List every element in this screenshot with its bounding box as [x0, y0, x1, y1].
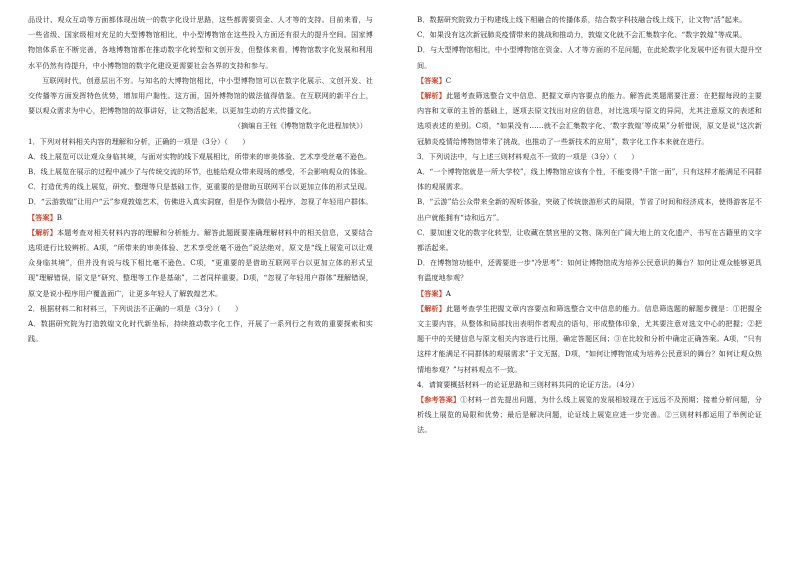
question-3-option-d: D．在博物馆功能中，还需要进一步“冷思考”：如何让博物馆成为培养公民意识的舞台？如何让观众能够更具有温度地参观？ [417, 258, 762, 283]
question-3-answer [417, 286, 762, 301]
question-3-option-b: B．“云游”给公众带来全新的视听体验，突破了传统旅游形式的局限，节省了时间和经济成本，使得游客足不出户就能拥有“诗和远方”。 [417, 197, 762, 222]
answer-tag: 【答案】 [417, 288, 446, 298]
answer-value: C [445, 75, 452, 85]
question-2-option-a: A．数据研究院为打造敦煌文化时代新坐标，持续推动数字化工作，开展了一系列行之有效的重要探索和实践。 [28, 319, 373, 344]
question-1-option-d: D．“云游敦煌”让用户“云”参观敦煌艺术，仿佛进入真实洞窟，但是作为微信小程序，忽视了年轻用户群体。 [28, 197, 373, 207]
question-1-stem: 1．下列对材料相关内容的理解和分析，正确的一项是（3分）（ ） [28, 136, 250, 146]
question-2-option-b: B．数据研究院致力于构建线上线下相融合的传播体系，结合数字科技融合线上线下，让文物“活”起来。 [417, 15, 747, 24]
question-1-option-b: B．线上展览在展示的过程中减少了与传统交流的环节，也能给观众带来现场的感受，不会影响观众的体验。 [28, 167, 372, 177]
answer-tag: 【答案】 [417, 75, 446, 85]
question-1-option-c: C．打造优秀的线上展览，研究、整理等只是基础工作，更重要的是借助互联网平台以更加立体的形式呈现。 [28, 182, 372, 192]
question-2-option-d: D．与大型博物馆相比，中小型博物馆在资金、人才等方面的不足问题，在此轮数字化发展中还有很大提升空间。 [417, 45, 762, 70]
left-column [28, 12, 373, 346]
question-1-option-a: A．线上展览可以让观众身临其境，与面对实物的线下观展相比，所带来的审美体验、艺术享受丝毫不逊色。 [28, 151, 372, 161]
analysis-tag: 【解析】 [28, 227, 57, 237]
reference-answer-text: ①材料一首先提出问题，为什么线上展览的发展相较现在于远远不及预期；接着分析问题，分析线上展览的局限和优势；最后是解决问题，论证线上展览应进一步完善。②三则材料都运用了举例论证法。 [417, 395, 762, 435]
question-2-answer [417, 73, 762, 88]
question-2-analysis [417, 88, 762, 149]
reference-answer-tag: 【参考答案】 [417, 395, 461, 405]
question-3-option-c: C．要加速文化的数字化转型，让收藏在禁宫里的文物、陈列在广阔大地上的文化遗产、书写在古籍里的文字都活起来。 [417, 227, 762, 253]
answer-value: B [56, 212, 63, 222]
answer-value: A [445, 288, 452, 298]
passage-paragraph-2: 互联网时代，创意层出不穷。与知名的大博物馆相比，中小型博物馆可以在数字化展示、文创开发、社交传播等方面发挥特色优势，增加用户黏性。这方面，国外博物馆的做法值得借鉴。在互联网的新平台上，要以观众需求为中心，把博物馆的故事讲好，让文物活起来，以更加生动的方式传播文化。 [28, 75, 373, 116]
question-2-option-c: C．如果没有这次新冠肺炎疫情带来的挑战和推动力，敦煌文化就不会汇集数字化、“数字敦煌”等成果。 [417, 30, 747, 40]
analysis-text: 此题考查筛选整合文中信息、把握文章内容要点的能力。解答此类题需要注意：在把握每段的主要内容和文章的主旨的基础上，逐项去原文找出对应的信息，对比选项与原文的异同，尤其注意原文的表述和选项表述的差别。C项，“如果没有……就不会汇集数字化、‘数字敦煌’等成果”分析错误，原文是说“这次新冠肺炎疫情给博物馆带来了挑战，也推动了一些新技术的应用”，数字化工作本来就在进行。 [417, 91, 762, 146]
analysis-text: 此题考查学生把握文章内容要点和筛选整合文中信息的能力。信息筛选题的解题步骤是：①把握全文主要内容，从整体和局部找出表明作者观点的语句，形成整体印象，尤其要注意对选文中心的把握；②把题干中的关键信息与原文相关内容进行比照，确定答题区间；③在比较和分析中确定正确答案。A项，“只有这样才能满足不同群体的观展需求”于文无据，D项，“如何让博物馆成为培养公民意识的舞台？如何让观众热情地参观？”与材料观点不一致。 [417, 303, 762, 374]
passage-paragraph-1: 品设计、观众互动等方面都体现出统一的数字化设计思路，这些都需要资金、人才等的支持。目前来看，与一些省级、国家级相对充足的大型博物馆相比，中小型博物馆在这些投入方面还有很大的提升空间。国家博物馆体系在不断完善，各地博物馆都在推动数字化转型和文创开发，但整体来看，博物馆数字化发展和利用水平仍然有待提升，中小博物馆的数字化建设更需要社会各界的支持和参与。 [28, 15, 373, 70]
question-1-answer [28, 210, 373, 225]
question-4-stem: 4．请简要概括材料一的论证思路和三则材料共同的论证方法。（4分） [417, 379, 639, 389]
answer-tag: 【答案】 [28, 212, 57, 222]
question-4-reference [417, 392, 762, 438]
analysis-text: 本题考查对相关材料内容的理解和分析能力。解答此题既要准确理解材料中的相关信息，又要结合选项进行比较辨析。A项，“所带来的审美体验、艺术享受丝毫不逊色”说法绝对，原文是“线上展览可以让观众身临其境”，但并没有说与线下相比毫不逊色。C项，“更重要的是借助互联网平台以更加立体的形式呈现”理解错误，原文是“研究、整理等工作是基础”，二者同样重要。D项，“忽视了年轻用户群体”理解错误，原文是说小程序用户覆盖面广，让更多年轻人了解敦煌艺术。 [28, 227, 373, 298]
question-3-analysis [417, 301, 762, 377]
analysis-tag: 【解析】 [417, 91, 446, 101]
question-1-analysis [28, 225, 373, 301]
question-3-option-a: A．“一个博物馆就是一所大学校”，线上博物馆应该有个性，不能变得“千馆一面”，只有这样才能满足不同群体的观展需求。 [417, 167, 762, 192]
question-3-stem: 3．下列说法中，与上述三则材料观点不一致的一项是（3分）（ ） [417, 151, 639, 161]
question-2-stem: 2．根据材料二和材料三，下列说法不正确的一项是（3分）（ ） [28, 303, 243, 313]
passage-source: （摘编自王钰《博物馆数字化进程加快》） [233, 121, 367, 131]
right-column [417, 12, 762, 438]
analysis-tag: 【解析】 [417, 303, 446, 313]
